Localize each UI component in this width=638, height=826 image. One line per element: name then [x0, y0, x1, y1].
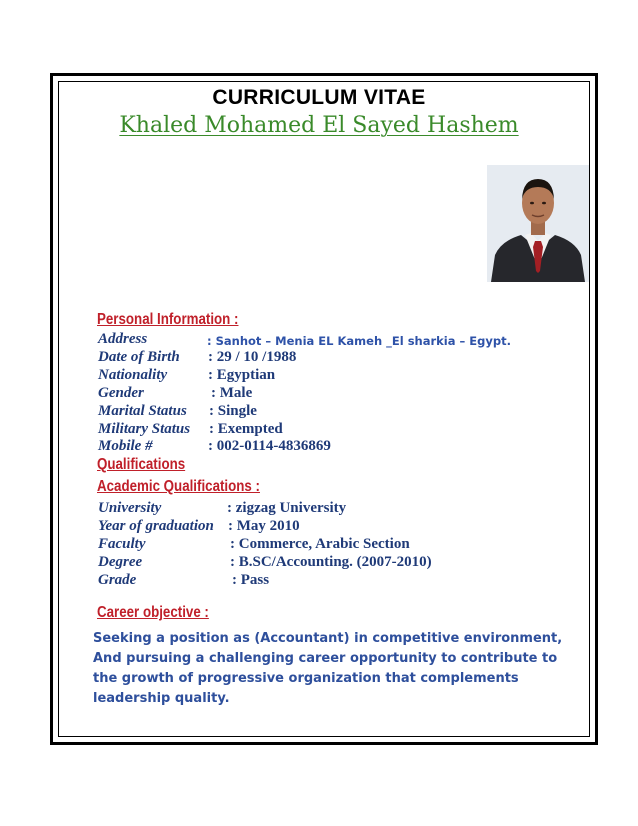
gender-value: : Male — [211, 385, 253, 401]
date-of-birth-value: : 29 / 10 /1988 — [208, 349, 297, 365]
degree-label: Degree — [98, 554, 143, 570]
grade-label: Grade — [98, 572, 137, 588]
nationality-label: Nationality — [98, 367, 168, 383]
nationality-value: : Egyptian — [208, 367, 276, 383]
faculty-value: : Commerce, Arabic Section — [230, 536, 410, 552]
degree-value: : B.SC/Accounting. (2007-2010) — [230, 554, 432, 570]
university-label: University — [98, 500, 162, 516]
address-label: Address — [98, 331, 148, 347]
grade-value: : Pass — [232, 572, 270, 588]
candidate-name: Khaled Mohamed El Sayed Hashem — [119, 113, 519, 138]
profile-photo — [487, 165, 589, 282]
date-of-birth-label: Date of Birth — [98, 349, 180, 365]
address-value: : Sanhot – Menia EL Kameh _El sharkia – Egypt. — [207, 334, 511, 348]
marital-status-label: Marital Status — [98, 403, 187, 419]
person-portrait-icon — [487, 165, 589, 282]
career-objective-heading: Career objective : — [97, 604, 209, 621]
personal-information-heading: Personal Information : — [97, 311, 239, 328]
academic-qualifications-heading: Academic Qualifications : — [97, 478, 260, 495]
mobile-label: Mobile # — [98, 438, 153, 454]
faculty-label: Faculty — [98, 536, 146, 552]
military-status-label: Military Status — [98, 421, 191, 437]
marital-status-value: : Single — [209, 403, 257, 419]
year-of-graduation-label: Year of graduation — [98, 518, 214, 534]
year-of-graduation-value: : May 2010 — [228, 518, 300, 534]
mobile-value: : 002-0114-4836869 — [208, 438, 331, 454]
qualifications-heading: Qualifications — [97, 456, 186, 473]
career-objective-text: Seeking a position as (Accountant) in competitive environment, And pursuing a challenging career opportunity to contribute to the growth of progressive organization that complements leadership quality. — [93, 631, 563, 706]
document-title: CURRICULUM VITAE — [212, 86, 426, 109]
military-status-value: : Exempted — [209, 421, 283, 437]
university-value: : zigzag University — [227, 500, 347, 516]
gender-label: Gender — [98, 385, 144, 401]
